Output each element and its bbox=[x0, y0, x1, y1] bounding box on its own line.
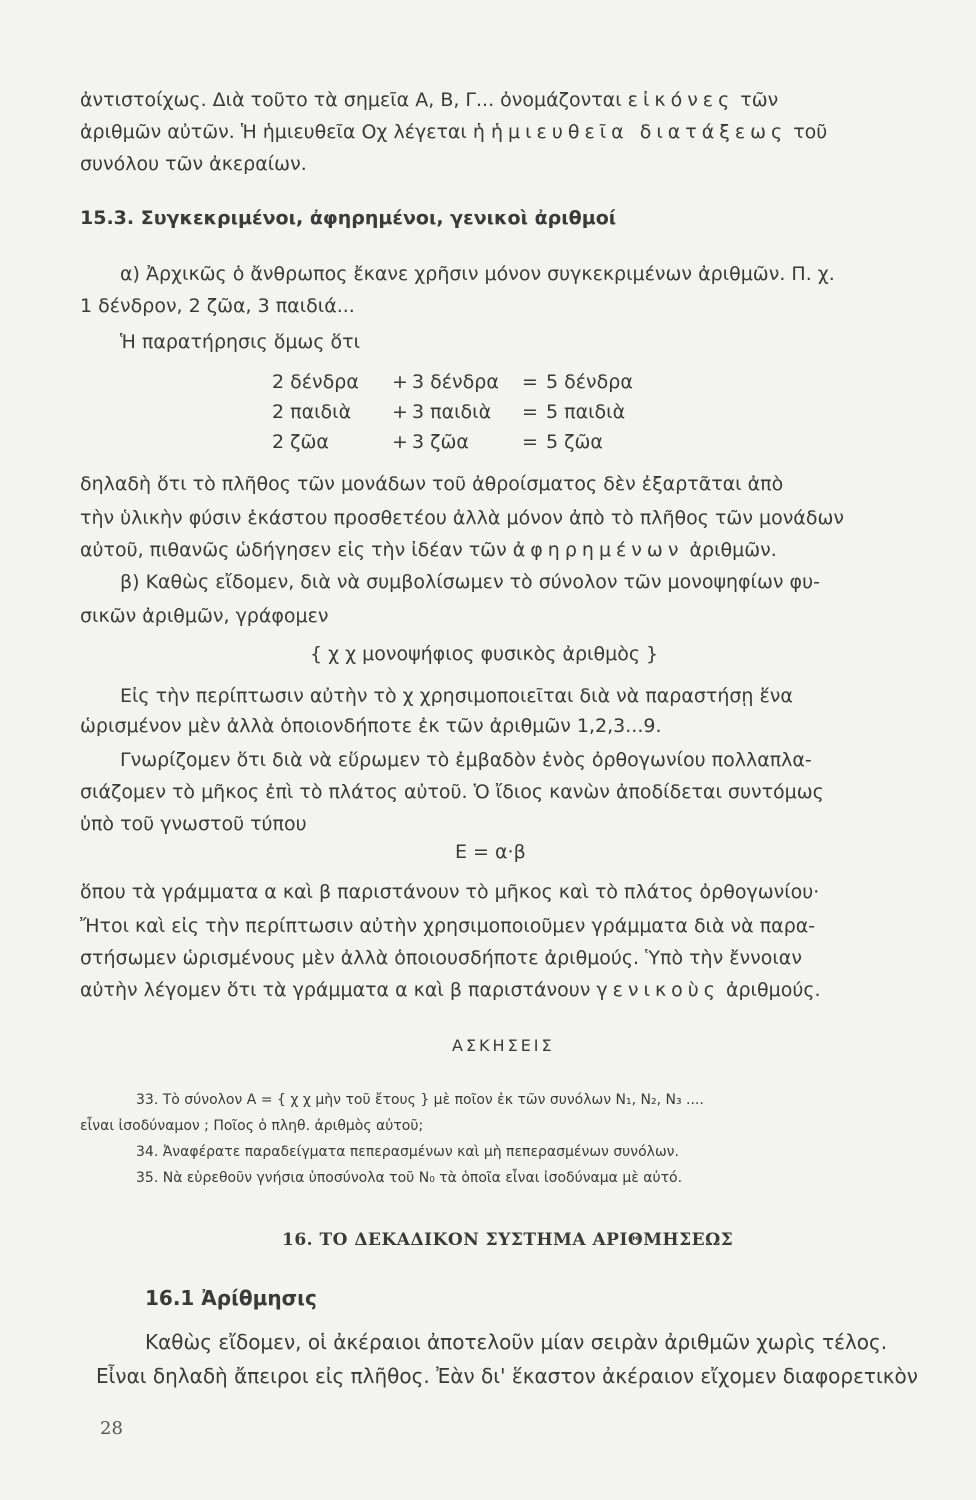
section-heading: 16.1 Ἀρίθμησις bbox=[145, 1286, 317, 1310]
spaced-term: ἡμιευθεῖα διατάξεως bbox=[491, 121, 788, 143]
text-line: συνόλου τῶν ἀκεραίων. bbox=[80, 153, 307, 175]
set-formula: { χ χ μονοψήφιος φυσικὸς ἀριθμὸς } bbox=[310, 643, 659, 665]
spaced-term: εἰκόνες bbox=[627, 89, 735, 111]
area-formula: Ε = α·β bbox=[455, 841, 526, 863]
sum-row: 2 παιδιὰ bbox=[272, 401, 352, 423]
text-line: β) Καθὼς εἴδομεν, διὰ νὰ συμβολίσωμεν τὸ σύνολον τῶν μονοψηφίων φυ- bbox=[120, 571, 820, 593]
text-line: αὐτὴν λέγομεν ὅτι τὰ γράμματα α καὶ β παριστάνουν γενικοὺς ἀριθμούς. bbox=[80, 979, 821, 1001]
page-number: 28 bbox=[100, 1418, 123, 1439]
text-line: αὐτοῦ, πιθανῶς ὡδήγησεν εἰς τὴν ἰδέαν τῶν ἀφηρημένων ἀριθμῶν. bbox=[80, 539, 777, 561]
chapter-heading: 16. ΤΟ ΔΕΚΑΔΙΚΟΝ ΣΥΣΤΗΜΑ ΑΡΙΘΜΗΣΕΩΣ bbox=[282, 1230, 734, 1250]
exercise-item: 34. Ἀναφέρατε παραδείγματα πεπερασμένων καὶ μὴ πεπερασμένων συνόλων. bbox=[136, 1144, 679, 1160]
exercise-item: 33. Τὸ σύνολον Α = { χ χ μὴν τοῦ ἔτους } μὲ ποῖον ἐκ τῶν συνόλων Ν₁, Ν₂, Ν₃ .... bbox=[136, 1092, 704, 1108]
spaced-term: ἀφηρημένων bbox=[512, 539, 684, 561]
text-line: ὅπου τὰ γράμματα α καὶ β παριστάνουν τὸ μῆκος καὶ τὸ πλάτος ὀρθογωνίου· bbox=[80, 881, 820, 903]
book-page: ἀντιστοίχως. Διὰ τοῦτο τὰ σημεῖα Α, Β, Γ... ὀνομάζονται εἰκόνες τῶν ἀριθμῶν αὐτῶν. Ἡ ἡμιευθεῖα Οχ λέγεται ἡ ἡμιευθεῖα διατάξεως τοῦ συνόλου τῶν ἀκεραίων. 15.3. Συγκεκριμένοι, ἀφηρημένοι, γενικοὶ ἀριθμοί α) Ἀρχικῶς ὁ ἄνθρωπος ἔκανε χρῆσιν μόνον συγκεκριμένων ἀριθμῶν. Π. χ. 1 δένδρον, 2 ζῶα, 3 παιδιά... Ἡ παρατήρησις ὅμως ὅτι 2 δένδρα + 3 δένδρα = 5 δένδρα 2 παιδιὰ + 3 παιδιὰ = 5 παιδιὰ 2 ζῶα + 3 ζῶα = 5 ζῶα δηλαδὴ ὅτι τὸ πλῆθος τῶν μονάδων τοῦ ἀθροίσματος δὲν ἐξαρτᾶται ἀπὸ τὴν ὑλικὴν φύσιν ἑκάστου προσθετέου ἀλλὰ μόνον ἀπὸ τὸ πλῆθος τῶν μονάδων αὐτοῦ, πιθανῶς ὡδήγησεν εἰς τὴν ἰδέαν τῶν ἀφηρημένων ἀριθμῶν. β) Καθὼς εἴδομεν, διὰ νὰ συμβολίσωμεν τὸ σύνολον τῶν μονοψηφίων φυ- σικῶν ἀριθμῶν, γράφομεν { χ χ μονοψήφιος φυσικὸς ἀριθμὸς } Εἰς τὴν περίπτωσιν αὐτὴν τὸ χ χρησιμοποιεῖται διὰ νὰ παραστήσῃ ἕνα ὡρισμένον μὲν ἀλλὰ ὁποιονδήποτε ἐκ τῶν ἀριθμῶν 1,2,3...9. Γνωρίζομεν ὅτι διὰ νὰ εὕρωμεν τὸ ἐμβαδὸν ἑνὸς ὀρθογωνίου πολλαπλα- σιάζομεν τὸ μῆκος ἐπὶ τὸ πλάτος αὐτοῦ. Ὁ ἴδιος κανὼν ἀποδίδεται συντόμως ὑπὸ τοῦ γνωστοῦ τύπου Ε = α·β ὅπου τὰ γράμματα α καὶ β παριστάνουν τὸ μῆκος καὶ τὸ πλάτος ὀρθογωνίου· Ἤτοι καὶ εἰς τὴν περίπτωσιν αὐτὴν χρησιμοποιοῦμεν γράμματα διὰ νὰ παρα- στήσωμεν ὡρισμένους μὲν ἀλλὰ ὁποιουσδήποτε ἀριθμούς. Ὑπὸ τὴν ἔννοιαν αὐτὴν λέγομεν ὅτι τὰ γράμματα α καὶ β παριστάνουν γενικοὺς ἀριθμούς. ΑΣΚΗΣΕΙΣ 33. Τὸ σύνολον Α = { χ χ μὴν τοῦ ἔτους } μὲ ποῖον ἐκ τῶν συνόλων Ν₁, Ν₂, Ν₃ .... εἶναι ἰσοδύναμον ; Ποῖος ὁ πληθ. ἀριθμὸς αὐτοῦ; 34. Ἀναφέρατε παραδείγματα πεπερασμένων καὶ μὴ πεπερασμένων συνόλων. 35. Νὰ εὑρεθοῦν γνήσια ὑποσύνολα τοῦ Ν₀ τὰ ὁποῖα εἶναι ἰσοδύναμα μὲ αὐτό. 16. ΤΟ ΔΕΚΑΔΙΚΟΝ ΣΥΣΤΗΜΑ ΑΡΙΘΜΗΣΕΩΣ 16.1 Ἀρίθμησις Καθὼς εἴδομεν, οἱ ἀκέραιοι ἀποτελοῦν μίαν σειρὰν ἀριθμῶν χωρὶς τέλος. Εἶναι δηλαδὴ ἄπειροι εἰς πλῆθος. Ἐὰν δι' ἕκαστον ἀκέραιον εἴχομεν διαφορετικὸν 28 bbox=[80, 89, 918, 1439]
sum-row: 2 ζῶα bbox=[272, 431, 329, 453]
text-line: σιάζομεν τὸ μῆκος ἐπὶ τὸ πλάτος αὐτοῦ. Ὁ ἴδιος κανὼν ἀποδίδεται συντόμως bbox=[80, 781, 824, 803]
text-line: 1 δένδρον, 2 ζῶα, 3 παιδιά... bbox=[80, 295, 355, 317]
exercise-item: εἶναι ἰσοδύναμον ; Ποῖος ὁ πληθ. ἀριθμὸς αὐτοῦ; bbox=[80, 1118, 424, 1134]
text-line: Γνωρίζομεν ὅτι διὰ νὰ εὕρωμεν τὸ ἐμβαδὸν ἑνὸς ὀρθογωνίου πολλαπλα- bbox=[120, 749, 812, 771]
exercises-title: ΑΣΚΗΣΕΙΣ bbox=[452, 1036, 555, 1055]
section-heading: 15.3. Συγκεκριμένοι, ἀφηρημένοι, γενικοὶ ἀριθμοί bbox=[80, 207, 617, 229]
spaced-term: γενικοὺς bbox=[596, 979, 720, 1001]
text-line: α) Ἀρχικῶς ὁ ἄνθρωπος ἔκανε χρῆσιν μόνον συγκεκριμένων ἀριθμῶν. Π. χ. bbox=[120, 263, 835, 285]
text-line: Ἡ παρατήρησις ὅμως ὅτι bbox=[120, 331, 361, 353]
sum-row: 2 δένδρα bbox=[272, 371, 359, 393]
text-line: στήσωμεν ὡρισμένους μὲν ἀλλὰ ὁποιουσδήποτε ἀριθμούς. Ὑπὸ τὴν ἔννοιαν bbox=[80, 947, 802, 969]
text-line: σικῶν ἀριθμῶν, γράφομεν bbox=[80, 605, 329, 627]
exercise-item: 35. Νὰ εὑρεθοῦν γνήσια ὑποσύνολα τοῦ Ν₀ τὰ ὁποῖα εἶναι ἰσοδύναμα μὲ αὐτό. bbox=[136, 1170, 683, 1186]
text-line: Εἰς τὴν περίπτωσιν αὐτὴν τὸ χ χρησιμοποιεῖται διὰ νὰ παραστήσῃ ἕνα bbox=[120, 685, 793, 707]
text-line: δηλαδὴ ὅτι τὸ πλῆθος τῶν μονάδων τοῦ ἀθροίσματος δὲν ἐξαρτᾶται ἀπὸ bbox=[80, 473, 784, 495]
text-line: ὑπὸ τοῦ γνωστοῦ τύπου bbox=[80, 813, 307, 835]
text-line: ἀριθμῶν αὐτῶν. Ἡ ἡμιευθεῖα Οχ λέγεται ἡ ἡμιευθεῖα διατάξεως τοῦ bbox=[80, 121, 828, 143]
text-line: Εἶναι δηλαδὴ ἄπειροι εἰς πλῆθος. Ἐὰν δι' ἕκαστον ἀκέραιον εἴχομεν διαφορετικὸν bbox=[96, 1364, 918, 1388]
text-line: τὴν ὑλικὴν φύσιν ἑκάστου προσθετέου ἀλλὰ μόνον ἀπὸ τὸ πλῆθος τῶν μονάδων bbox=[80, 507, 844, 529]
text-line: Καθὼς εἴδομεν, οἱ ἀκέραιοι ἀποτελοῦν μίαν σειρὰν ἀριθμῶν χωρὶς τέλος. bbox=[145, 1330, 888, 1354]
text-line: ὡρισμένον μὲν ἀλλὰ ὁποιονδήποτε ἐκ τῶν ἀριθμῶν 1,2,3...9. bbox=[80, 715, 662, 737]
text-line: Ἤτοι καὶ εἰς τὴν περίπτωσιν αὐτὴν χρησιμοποιοῦμεν γράμματα διὰ νὰ παρα- bbox=[80, 915, 816, 937]
text-line: ἀντιστοίχως. Διὰ τοῦτο τὰ σημεῖα Α, Β, Γ... ὀνομάζονται εἰκόνες τῶν bbox=[80, 89, 779, 111]
